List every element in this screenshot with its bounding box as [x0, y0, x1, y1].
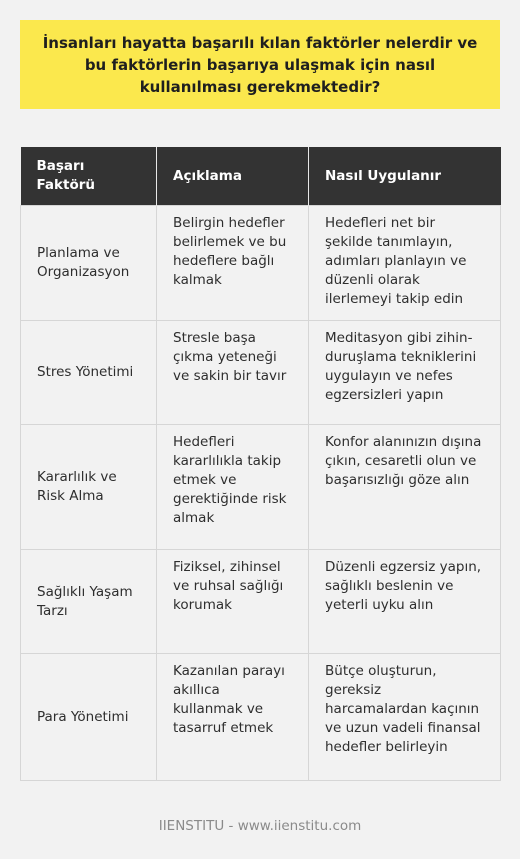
- table-row: [21, 550, 501, 654]
- how-cell: Meditasyon gibi zihin-duruşlama tekniklerini uygulayın ve nefes egzersizleri yapın: [309, 321, 501, 425]
- factor-cell: Planlama ve Organizasyon: [21, 206, 157, 321]
- table-row: [21, 206, 501, 321]
- description-cell: Stresle başa çıkma yeteneği ve sakin bir tavır: [157, 321, 309, 425]
- description-cell: Kazanılan parayı akıllıca kullanmak ve tasarruf etmek: [157, 654, 309, 781]
- column-header-factor: Başarı Faktörü: [21, 147, 157, 206]
- factor-cell: Kararlılık ve Risk Alma: [21, 425, 157, 550]
- how-cell: Düzenli egzersiz yapın, sağlıklı beslenin ve yeterli uyku alın: [309, 550, 501, 654]
- title-banner: [20, 20, 500, 109]
- column-header-how: Nasıl Uygulanır: [309, 147, 501, 206]
- factor-cell: Stres Yönetimi: [21, 321, 157, 425]
- column-header-description: Açıklama: [157, 147, 309, 206]
- table-row: [21, 654, 501, 781]
- description-cell: Hedefleri kararlılıkla takip etmek ve gerektiğinde risk almak: [157, 425, 309, 550]
- how-cell: Hedefleri net bir şekilde tanımlayın, adımları planlayın ve düzenli olarak ilerlemeyi takip edin: [309, 206, 501, 321]
- page-title: İnsanları hayatta başarılı kılan faktörler nelerdir ve bu faktörlerin başarıya ulaşmak için nasıl kullanılması gerekmektedir?: [42, 33, 478, 96]
- how-cell: Konfor alanınızın dışına çıkın, cesaretli olun ve başarısızlığı göze alın: [309, 425, 501, 550]
- table-row: [21, 425, 501, 550]
- how-cell: Bütçe oluşturun, gereksiz harcamalardan kaçının ve uzun vadeli finansal hedefler belirleyin: [309, 654, 501, 781]
- success-factors-table: [20, 147, 501, 781]
- table-row: [21, 321, 501, 425]
- table-header-row: [21, 147, 501, 206]
- footer-credit: IIENSTITU - www.iienstitu.com: [158, 818, 362, 834]
- description-cell: Belirgin hedefler belirlemek ve bu hedeflere bağlı kalmak: [157, 206, 309, 321]
- description-cell: Fiziksel, zihinsel ve ruhsal sağlığı korumak: [157, 550, 309, 654]
- factor-cell: Para Yönetimi: [21, 654, 157, 781]
- factor-cell: Sağlıklı Yaşam Tarzı: [21, 550, 157, 654]
